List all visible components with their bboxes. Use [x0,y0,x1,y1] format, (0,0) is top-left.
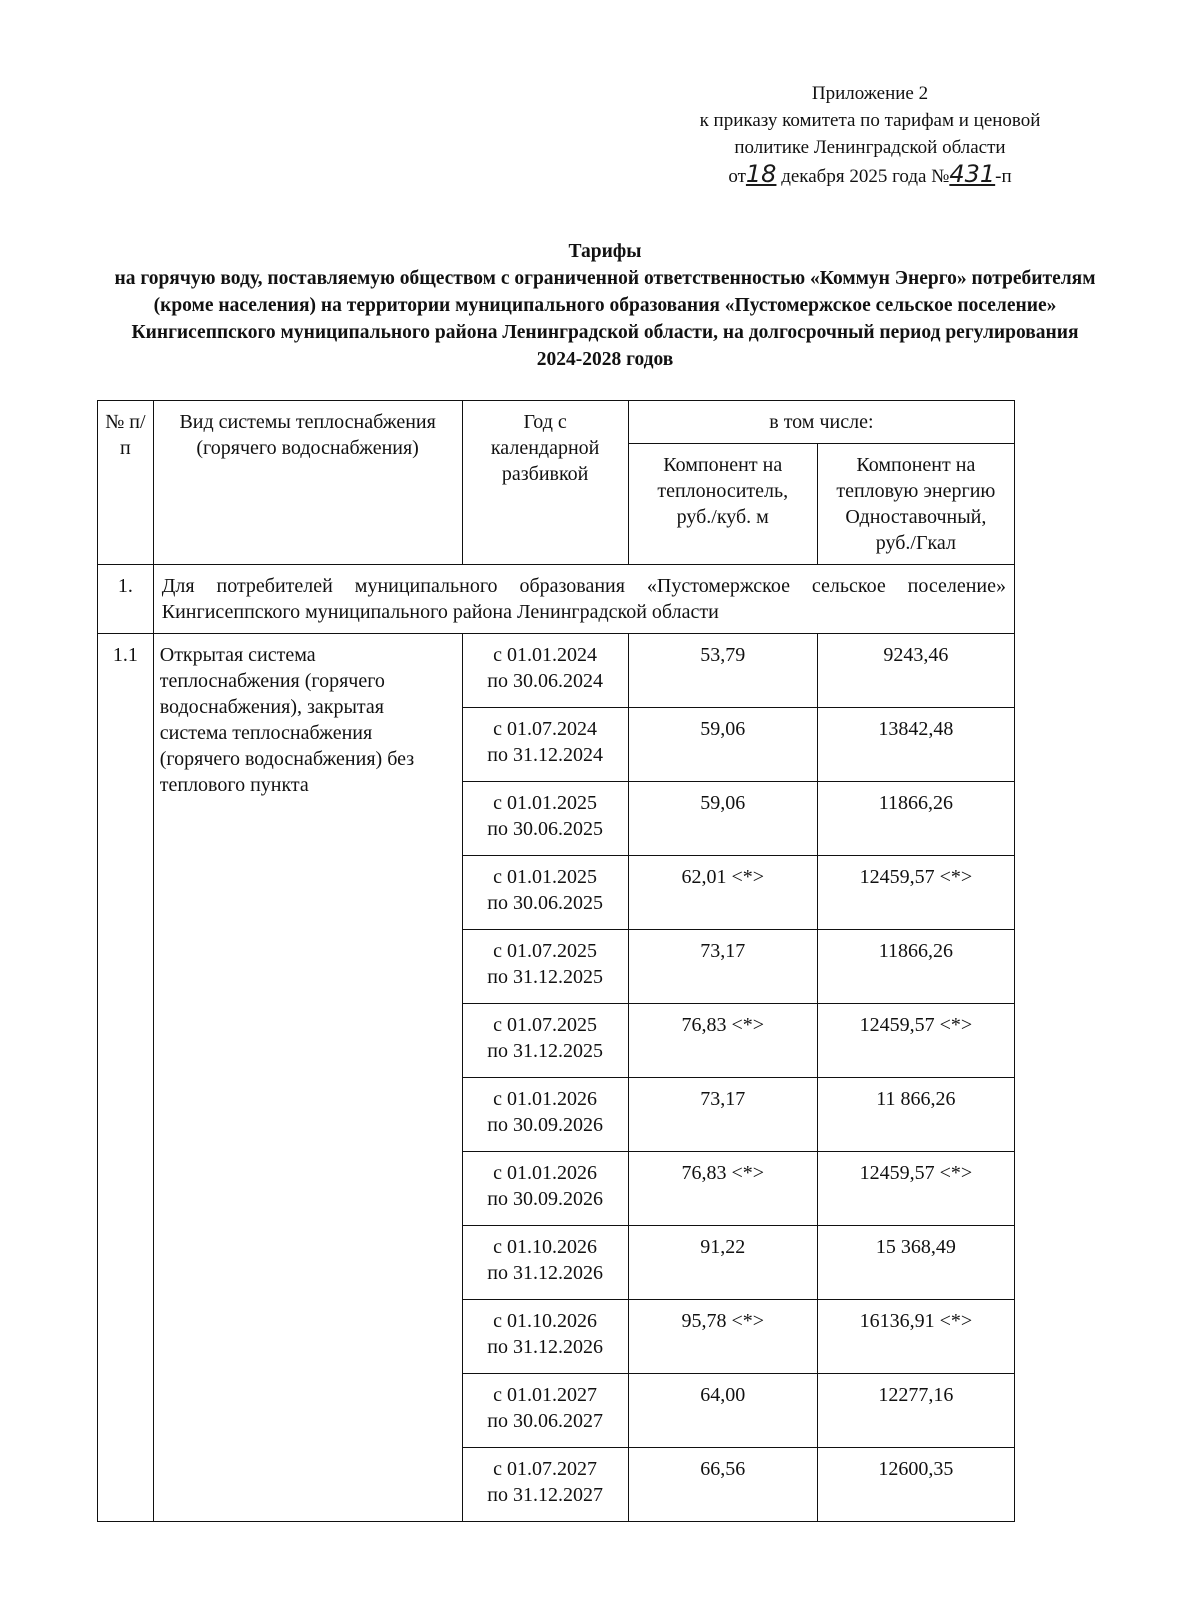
period-from: с 01.01.2025 [493,866,598,888]
energy-value: 15 368,49 [817,1226,1014,1300]
energy-value: 13842,48 [817,708,1014,782]
coolant-value: 76,83 <*> [628,1004,817,1078]
header-including: в том числе: [628,401,1014,444]
period-from: с 01.10.2026 [493,1236,598,1258]
group-row [98,565,1015,634]
period-cell [462,1300,628,1374]
coolant-value: 53,79 [628,634,817,708]
title-heading: Тарифы [568,241,642,262]
header-system: Вид системы теплоснабжения (горячего водоснабжения) [153,401,462,565]
handwritten-number: 431 [949,160,996,188]
item-system: Открытая система теплоснабжения (горячего водоснабжения), закрытая система теплоснабжения (горячего водоснабжения) без теплового пункта [153,634,462,1522]
period-to: по 31.12.2025 [487,966,603,988]
energy-value: 11 866,26 [817,1078,1014,1152]
header-row-1 [98,401,1015,444]
number-suffix: -п [995,166,1012,187]
energy-value: 9243,46 [817,634,1014,708]
period-from: с 01.01.2024 [493,644,598,666]
header-period: Год с календарной разбивкой [462,401,628,565]
period-to: по 31.12.2026 [487,1336,603,1358]
coolant-value: 59,06 [628,782,817,856]
group-num: 1. [98,565,154,634]
period-cell [462,856,628,930]
coolant-value: 95,78 <*> [628,1300,817,1374]
energy-value: 11866,26 [817,782,1014,856]
tariff-table [97,400,1015,1522]
appendix-line-1: Приложение 2 [811,83,929,104]
coolant-value: 73,17 [628,1078,817,1152]
tariff-rows [98,634,1015,1522]
period-from: с 01.01.2026 [493,1162,598,1184]
energy-value: 12600,35 [817,1448,1014,1522]
period-from: с 01.10.2026 [493,1310,598,1332]
energy-value: 12459,57 <*> [817,1152,1014,1226]
header-energy: Компонент на тепловую энергию Одноставочный, руб./Гкал [817,444,1014,565]
period-cell [462,782,628,856]
period-cell [462,1226,628,1300]
period-to: по 30.09.2026 [487,1114,603,1136]
coolant-value: 59,06 [628,708,817,782]
energy-value: 11866,26 [817,930,1014,1004]
coolant-value: 62,01 <*> [628,856,817,930]
energy-value: 16136,91 <*> [817,1300,1014,1374]
period-from: с 01.07.2025 [493,940,598,962]
coolant-value: 91,22 [628,1226,817,1300]
coolant-value: 76,83 <*> [628,1152,817,1226]
period-from: с 01.07.2024 [493,718,598,740]
period-from: с 01.07.2025 [493,1014,598,1036]
handwritten-day: 18 [745,160,777,188]
period-from: с 01.07.2027 [493,1458,598,1480]
period-to: по 31.12.2024 [487,744,603,766]
period-to: по 31.12.2027 [487,1484,603,1506]
period-to: по 30.06.2025 [487,818,603,840]
document-title [110,238,1100,373]
energy-value: 12459,57 <*> [817,856,1014,930]
period-to: по 30.06.2024 [487,670,603,692]
period-to: по 30.06.2025 [487,892,603,914]
item-num: 1.1 [98,634,154,1522]
group-text: Для потребителей муниципального образования «Пустомержское сельское поселение» Кингисеппского муниципального района Ленинградской области [153,565,1014,634]
appendix-header [640,80,1100,190]
title-subtitle: на горячую воду, поставляемую обществом с ограниченной ответственностью «Коммун Энерго» потребителям (кроме населения) на территории муниципального образования «Пустомержское сельское поселение» Кингисеппского муниципального района Ленинградской области, на долгосрочный период регулирования 2024-2028 годов [114,268,1096,370]
period-from: с 01.01.2025 [493,792,598,814]
period-cell [462,634,628,708]
table-row [98,634,1015,708]
date-prefix: от [728,166,746,187]
period-cell [462,1078,628,1152]
header-num: № п/п [98,401,154,565]
appendix-line-3: политике Ленинградской области [734,137,1006,158]
date-middle: декабря 2025 года № [781,166,950,187]
header-coolant: Компонент на теплоноситель, руб./куб. м [628,444,817,565]
coolant-value: 73,17 [628,930,817,1004]
period-from: с 01.01.2026 [493,1088,598,1110]
period-cell [462,1004,628,1078]
coolant-value: 64,00 [628,1374,817,1448]
appendix-date-line [640,161,1100,190]
period-cell [462,1448,628,1522]
appendix-line-2: к приказу комитета по тарифам и ценовой [699,110,1041,131]
period-to: по 31.12.2026 [487,1262,603,1284]
period-cell [462,708,628,782]
period-cell [462,1374,628,1448]
period-from: с 01.01.2027 [493,1384,598,1406]
period-to: по 30.06.2027 [487,1410,603,1432]
energy-value: 12277,16 [817,1374,1014,1448]
period-to: по 30.09.2026 [487,1188,603,1210]
energy-value: 12459,57 <*> [817,1004,1014,1078]
period-cell [462,930,628,1004]
period-to: по 31.12.2025 [487,1040,603,1062]
coolant-value: 66,56 [628,1448,817,1522]
period-cell [462,1152,628,1226]
